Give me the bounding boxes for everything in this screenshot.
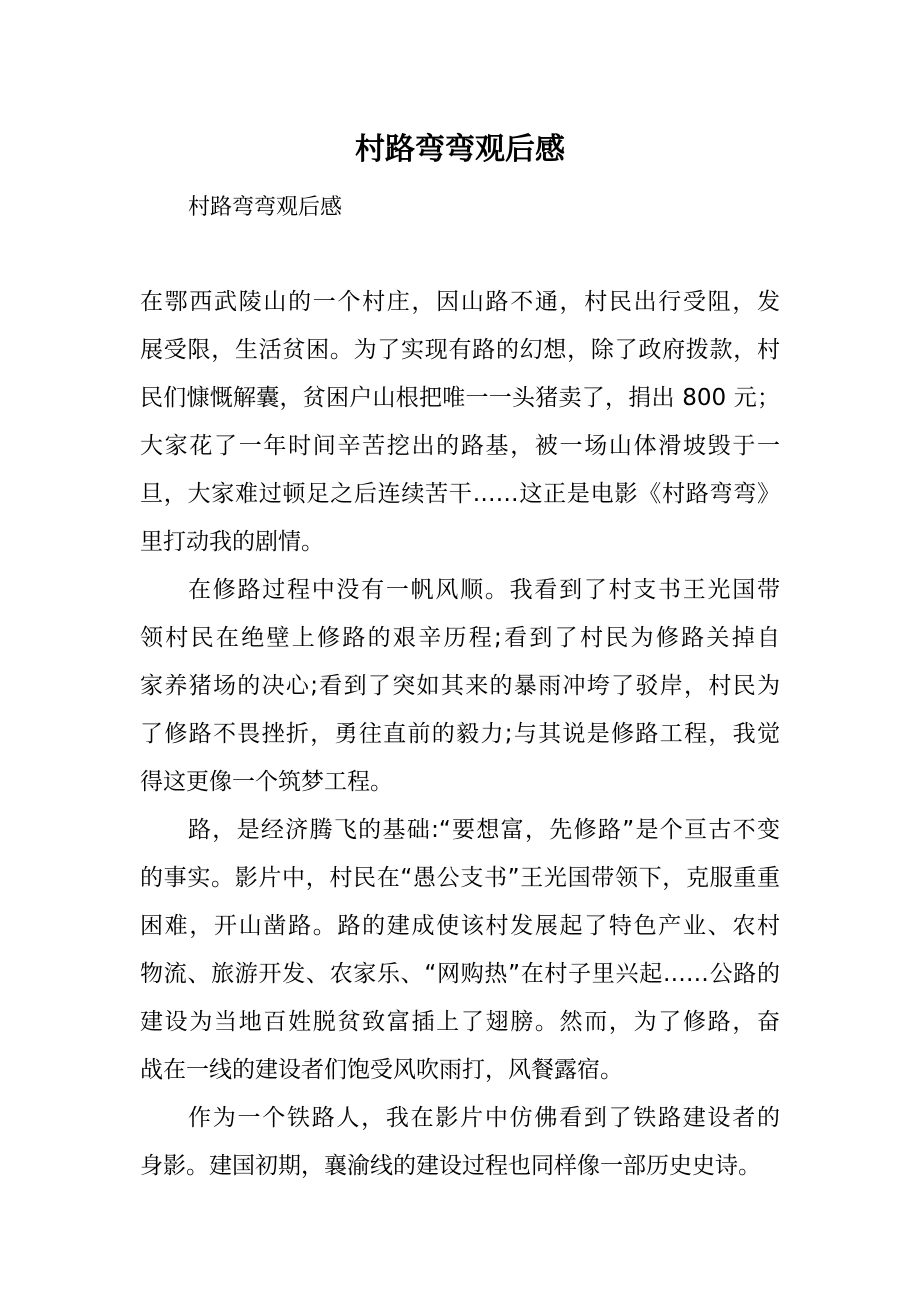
paragraph-line: 建设为当地百姓脱贫致富插上了翅膀。然而，为了修路，奋 bbox=[140, 1009, 780, 1035]
paragraph-line: 在修路过程中没有一帆风顺。我看到了村支书王光国带 bbox=[188, 577, 780, 603]
paragraph-line: 领村民在绝壁上修路的艰辛历程;看到了村民为修路关掉自 bbox=[140, 625, 780, 651]
paragraph-line: 物流、旅游开发、农家乐、“网购热”在村子里兴起……公路的 bbox=[140, 961, 780, 987]
paragraph-line: 战在一线的建设者们饱受风吹雨打，风餐露宿。 bbox=[140, 1057, 623, 1083]
paragraph-line: 作为一个铁路人，我在影片中仿佛看到了铁路建设者的 bbox=[188, 1105, 780, 1131]
paragraph-line: 旦，大家难过顿足之后连续苦干……这正是电影《村路弯弯》 bbox=[140, 481, 780, 507]
document-subtitle: 村路弯弯观后感 bbox=[188, 195, 343, 220]
paragraph-line: 的事实。影片中，村民在“愚公支书”王光国带领下，克服重重 bbox=[140, 865, 780, 891]
paragraph-line: 了修路不畏挫折，勇往直前的毅力;与其说是修路工程，我觉 bbox=[140, 721, 780, 747]
paragraph-line: 大家花了一年时间辛苦挖出的路基，被一场山体滑坡毁于一 bbox=[140, 433, 780, 459]
paragraph-line: 家养猪场的决心;看到了突如其来的暴雨冲垮了驳岸，村民为 bbox=[140, 673, 780, 699]
document-title: 村路弯弯观后感 bbox=[355, 132, 565, 167]
paragraph-line: 困难，开山凿路。路的建成使该村发展起了特色产业、农村 bbox=[140, 913, 780, 939]
paragraph bbox=[140, 810, 780, 1098]
paragraph-line: 在鄂西武陵山的一个村庄，因山路不通，村民出行受阻，发 bbox=[140, 289, 780, 315]
document-body bbox=[140, 282, 780, 1194]
paragraph bbox=[140, 1098, 780, 1194]
paragraph-line: 路，是经济腾飞的基础:“要想富，先修路”是个亘古不变 bbox=[188, 817, 780, 843]
paragraph bbox=[140, 570, 780, 810]
paragraph-line: 得这更像一个筑梦工程。 bbox=[140, 769, 393, 795]
paragraph-line: 身影。建国初期，襄渝线的建设过程也同样像一部历史史诗。 bbox=[140, 1153, 761, 1179]
paragraph-line: 展受限，生活贫困。为了实现有路的幻想，除了政府拨款，村 bbox=[140, 337, 780, 363]
paragraph-line: 里打动我的剧情。 bbox=[140, 529, 324, 555]
paragraph-line: 民们慷慨解囊，贫困户山根把唯一一头猪卖了，捐出 800 元； bbox=[140, 385, 780, 411]
paragraph bbox=[140, 282, 780, 570]
